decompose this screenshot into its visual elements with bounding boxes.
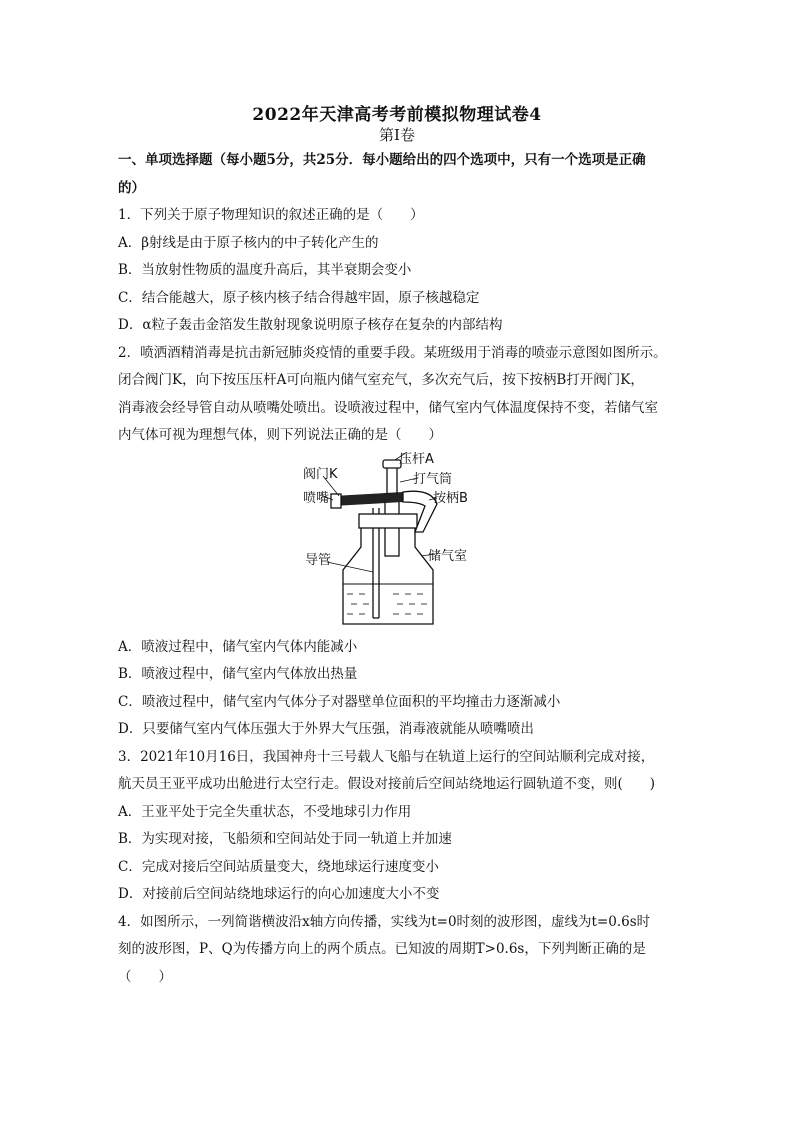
question-3-stem-line-2: 航天员王亚平成功出舱进行太空行走。假设对接前后空间站绕地运行圆轨道不变，则( ) <box>118 776 656 792</box>
tube-label: 导管 <box>305 552 332 568</box>
question-2-stem-line-1: 2．喷洒酒精消毒是抗击新冠肺炎疫情的重要手段。某班级用于消毒的喷壶示意图如图所示。 <box>118 344 667 361</box>
page-title: 2022年天津高考考前模拟物理试卷4 <box>252 105 542 125</box>
question-4-stem-line-1: 4．如图所示，一列简谐横波沿x轴方向传播，实线为t=0时刻的波形图，虚线为t=0.6s时 <box>118 913 651 930</box>
question-3-option-a: A．王亚平处于完全失重状态，不受地球引力作用 <box>118 803 412 820</box>
section-heading-cont: 的） <box>118 179 145 196</box>
question-1-option-c: C．结合能越大，原子核内核子结合得越牢固，原子核越稳定 <box>118 289 480 306</box>
question-3-stem-line-1: 3．2021年10月16日，我国神舟十三号载人飞船与在轨道上运行的空间站顺利完成对接， <box>118 748 655 765</box>
question-1-option-d: D．α粒子轰击金箔发生散射现象说明原子核存在复杂的内部结构 <box>118 317 503 333</box>
spray-bottle-labels <box>178 452 498 632</box>
chamber-label: 储气室 <box>428 548 468 564</box>
question-1-option-a: A．β射线是由于原子核内的中子转化产生的 <box>118 234 379 251</box>
question-3-option-c: C．完成对接后空间站质量变大，绕地球运行速度变小 <box>118 858 439 875</box>
valve-label: 阀门K <box>303 466 338 482</box>
nozzle-label: 喷嘴 <box>303 490 330 506</box>
question-2-stem-line-3: 消毒液会经导管自动从喷嘴处喷出。设喷液过程中，储气室内气体温度保持不变，若储气室 <box>118 399 658 416</box>
rod-label: 压杆A <box>399 451 434 467</box>
section-heading: 一、单项选择题（每小题5分，共25分．每小题给出的四个选项中，只有一个选项是正确 <box>118 152 646 168</box>
question-2-option-b: B．喷液过程中，储气室内气体放出热量 <box>118 666 358 682</box>
question-2-stem-line-2: 闭合阀门K，向下按压压杆A可向瓶内储气室充气，多次充气后，按下按柄B打开阀门K， <box>118 372 644 388</box>
question-4-stem-line-2: 刻的波形图，P、Q为传播方向上的两个质点。已知波的周期T>0.6s，下列判断正确的是 <box>118 941 646 957</box>
question-3-option-b: B．为实现对接，飞船须和空间站处于同一轨道上并加速 <box>118 831 452 847</box>
question-2-option-c: C．喷液过程中，储气室内气体分子对器壁单位面积的平均撞击力逐渐减小 <box>118 693 561 710</box>
question-1-option-b: B．当放射性物质的温度升高后，其半衰期会变小 <box>118 262 412 278</box>
exam-content <box>118 147 690 991</box>
page-subtitle: 第Ⅰ卷 <box>379 126 415 144</box>
pump-label: 打气筒 <box>413 471 453 487</box>
question-1-stem: 1．下列关于原子物理知识的叙述正确的是（ ） <box>118 207 424 223</box>
question-2-stem-line-4: 内气体可视为理想气体，则下列说法正确的是（ ） <box>118 427 442 443</box>
question-4-stem-line-3: （ ） <box>118 968 172 985</box>
question-2-option-a: A．喷液过程中，储气室内气体内能减小 <box>118 638 358 655</box>
question-2-option-d: D．只要储气室内气体压强大于外界大气压强，消毒液就能从喷嘴喷出 <box>118 721 534 737</box>
spray-bottle-figure <box>118 450 690 634</box>
handle-label: 按柄B <box>433 490 468 506</box>
question-3-option-d: D．对接前后空间站绕地球运行的向心加速度大小不变 <box>118 886 440 902</box>
